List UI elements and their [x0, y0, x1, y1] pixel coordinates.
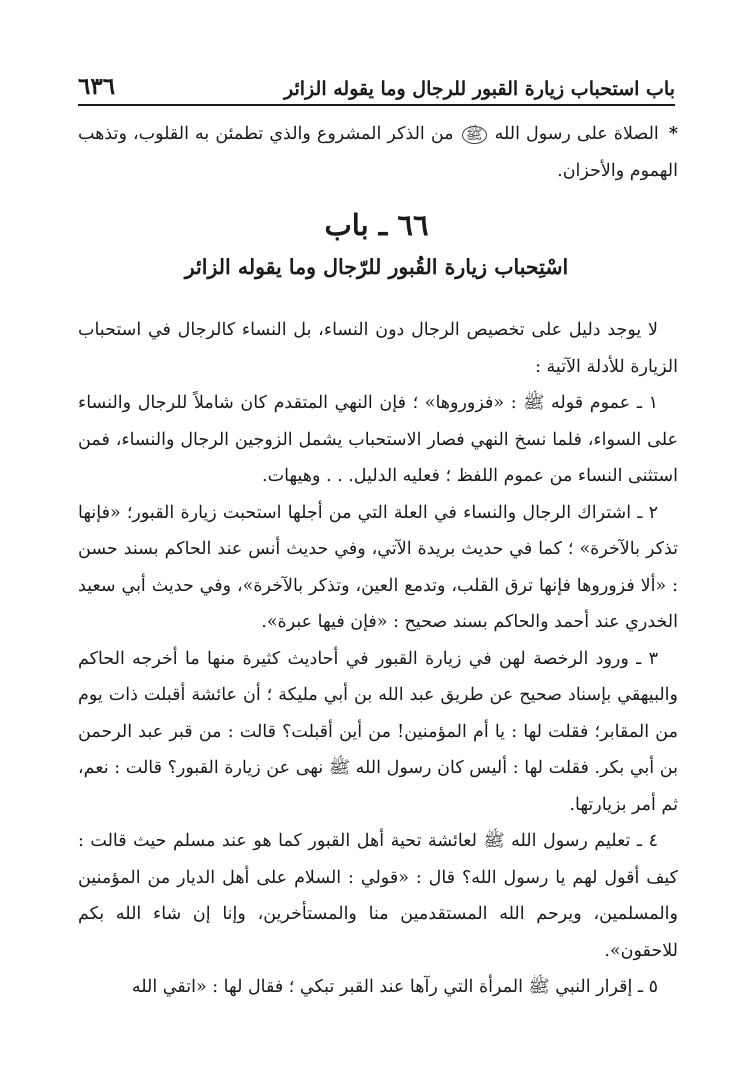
- intro-paragraph: لا يوجد دليل على تخصيص الرجال دون النساء، بل النساء كالرجال في استحباب الزيارة للأدلة الآتية :: [78, 320, 678, 377]
- evidence-paragraph-5: ٥ ـ إقرار النبي ﷺ المرأة التي رآها عند القبر تبكي ؛ فقال لها : «اتقي الله: [131, 977, 658, 997]
- honorific-symbol: ﷺ: [462, 126, 487, 144]
- asterisk-marker: *: [668, 124, 678, 144]
- chapter-number: ٦٦ ـ باب: [324, 208, 429, 242]
- note-text-start: الصلاة على رسول الله: [494, 124, 659, 144]
- continued-note: [78, 116, 678, 189]
- note-text-end: من الذكر المشروع والذي تطمئن به القلوب، وتذهب الهموم والأحزان.: [78, 124, 678, 181]
- running-header-title: باب استحباب زيارة القبور للرجال وما يقوله الزائر: [284, 78, 675, 100]
- main-text: [78, 312, 678, 1006]
- running-header: [78, 66, 675, 106]
- evidence-paragraph-1: ١ ـ عموم قوله ﷺ : «فزوروها» ؛ فإن النهي المتقدم كان شاملاً للرجال والنساء على السواء، فلما نسخ النهي فصار الاستحباب يشمل الزوجين الرجال والنساء، فمن استثنى النساء من عموم اللفظ ؛ فعليه الدليل. . . وهيهات.: [78, 393, 678, 486]
- evidence-paragraph-4: ٤ ـ تعليم رسول الله ﷺ لعائشة تحية أهل القبور كما هو عند مسلم حيث قالت : كيف أقول لهم يا رسول الله؟ قال : «قولي : السلام على أهل الديار من المؤمنين والمسلمين، ويرحم الله المستقدمين منا والمستأخرين، وإنا إن شاء الله بكم للاحقون».: [78, 831, 678, 961]
- evidence-paragraph-2: ٢ ـ اشتراك الرجال والنساء في العلة التي من أجلها استحبت زيارة القبور؛ «فإنها تذكر بالآخرة» ؛ كما في حديث بريدة الآتي، وفي حديث أنس عند الحاكم بسند حسن : «ألا فزوروها فإنها ترق القلب، وتدمع العين، وتذكر بالآخرة»، وفي حديث أبي سعيد الخدري عند أحمد والحاكم بسند صحيح : «فإن فيها عبرة».: [78, 502, 678, 632]
- evidence-paragraph-3: ٣ ـ ورود الرخصة لهن في زيارة القبور في أحاديث كثيرة منها ما أخرجه الحاكم والبيهقي بإسناد صحيح عن طريق عبد الله بن أبي مليكة ؛ أن عائشة أقبلت ذات يوم من المقابر؛ فقلت لها : يا أم المؤمنين! من أين أقبلت؟ قالت : من قبر عبد الرحمن بن أبي بكر. فقلت لها : أليس كان رسول الله ﷺ نهى عن زيارة القبور؟ قالت : نعم، ثم أمر بزيارتها.: [78, 648, 678, 815]
- page-number: ٦٣٦: [78, 73, 116, 100]
- chapter-title: اسْتِحباب زيارة القُبور للرّجال وما يقوله الزائر: [184, 255, 569, 279]
